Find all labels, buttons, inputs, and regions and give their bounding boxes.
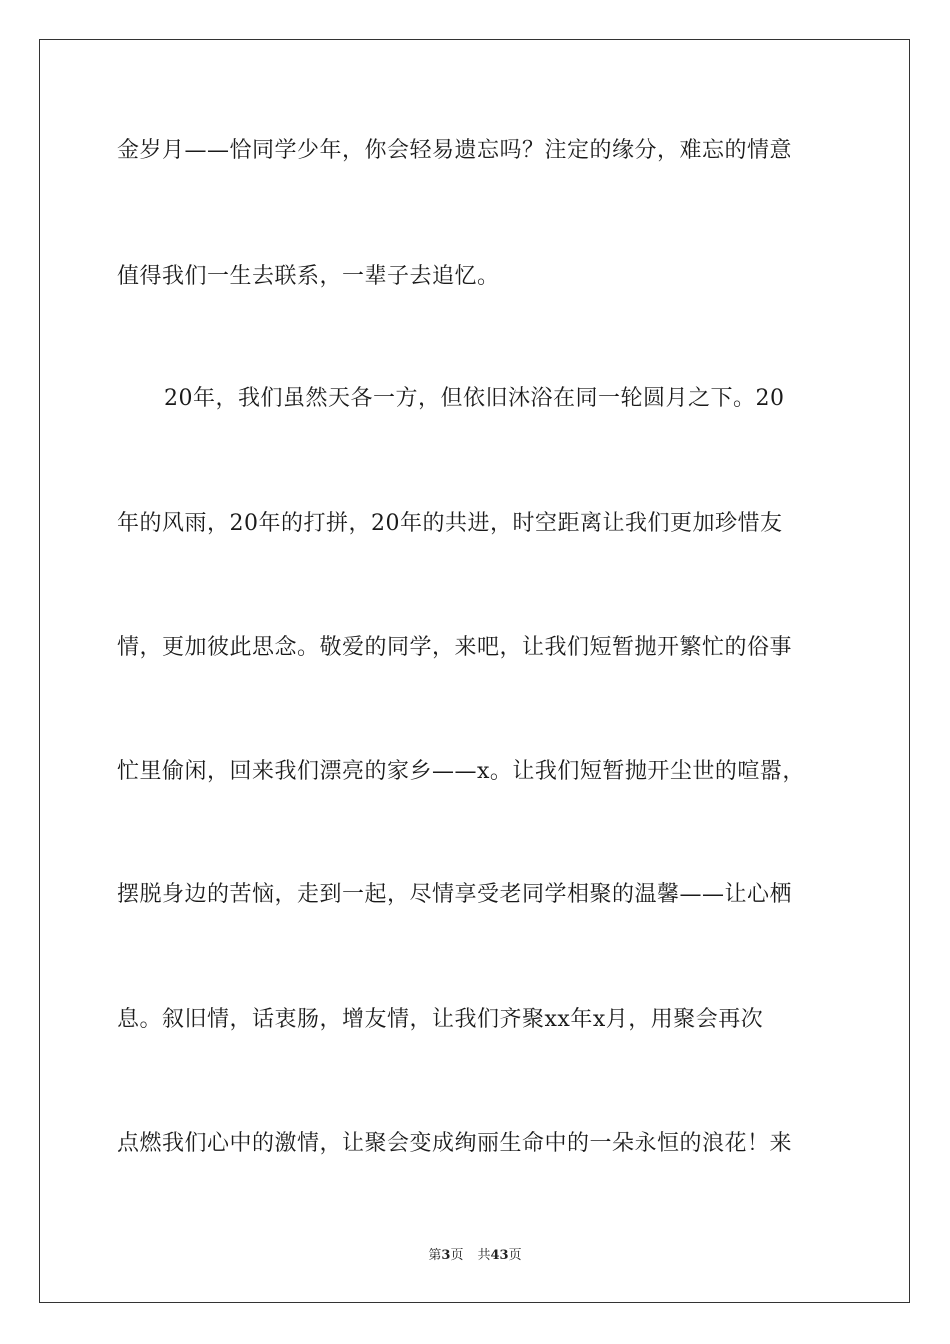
body-line-5: 情，更加彼此思念。敬爱的同学，来吧，让我们短暂抛开繁忙的俗事 <box>117 635 793 660</box>
page-footer <box>0 1247 950 1265</box>
body-line-7: 摆脱身边的苦恼，走到一起，尽情享受老同学相聚的温馨——让心栖 <box>117 882 793 907</box>
body-line-4: 年的风雨，20年的打拼，20年的共进，时空距离让我们更加珍惜友 <box>117 511 783 536</box>
body-line-8: 息。叙旧情，话衷肠，增友情，让我们齐聚xx年x月，用聚会再次 <box>117 1007 764 1032</box>
page-number: 3 <box>441 1248 451 1263</box>
page-prefix: 第 <box>428 1248 442 1263</box>
page-border <box>39 39 910 1303</box>
total-suffix: 页 <box>508 1248 522 1263</box>
page-suffix: 页 <box>450 1248 464 1263</box>
body-line-3: 20年，我们虽然天各一方，但依旧沐浴在同一轮圆月之下。20 <box>164 386 785 411</box>
body-line-6: 忙里偷闲，回来我们漂亮的家乡——x。让我们短暂抛开尘世的喧嚣， <box>117 759 805 784</box>
body-line-9: 点燃我们心中的激情，让聚会变成绚丽生命中的一朵永恒的浪花！来 <box>117 1131 793 1156</box>
total-prefix: 共 <box>477 1248 491 1263</box>
total-pages: 43 <box>490 1248 509 1263</box>
body-line-2: 值得我们一生去联系，一辈子去追忆。 <box>117 264 500 289</box>
body-line-1: 金岁月——恰同学少年，你会轻易遗忘吗？注定的缘分，难忘的情意 <box>117 138 793 163</box>
